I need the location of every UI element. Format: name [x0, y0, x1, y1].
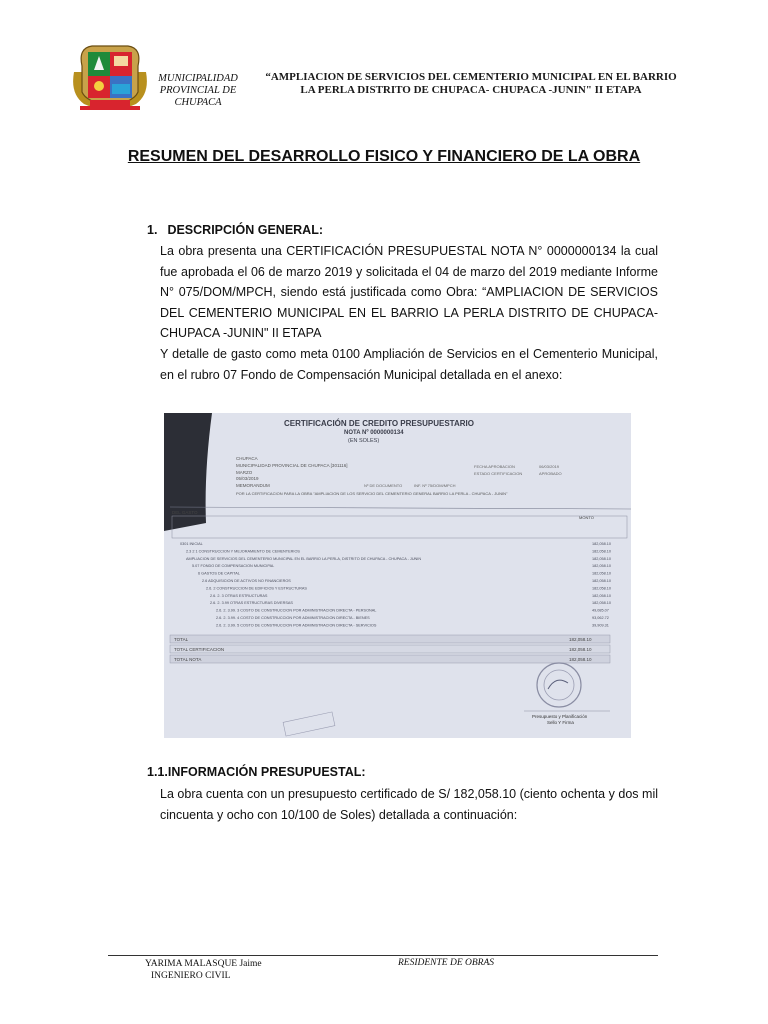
municipality-name: MUNICIPALIDAD PROVINCIAL DE CHUPACA: [158, 73, 238, 108]
scan-row-amount: 182,058.10: [592, 564, 612, 569]
scan-sign-line-2: Sello Y Firma: [547, 720, 574, 725]
section-1-1-heading: 1.1.INFORMACIÓN PRESUPUESTAL:: [147, 765, 366, 779]
scan-row-amount: 182,058.10: [592, 586, 612, 591]
scan-line-memo: MEMORANDUM: [236, 483, 270, 488]
scan-doc-label: Nº DE DOCUMENTO: [364, 483, 403, 488]
scanned-certificate-drawing: [164, 413, 631, 738]
scan-nota: NOTA Nº 0000000134: [344, 430, 404, 436]
scan-doc: INF. Nº 75/DOM/MPCH: [414, 483, 456, 488]
scanned-certificate-image: [164, 413, 631, 738]
scan-total-amount-1: 182,058.10: [569, 637, 592, 642]
section-1-paragraph-2: Y detalle de gasto como meta 0100 Ampliación de Servicios en el Cementerio Municipal, en el rubro 07 Fondo de Compensación Municipal detallada en el anexo:: [160, 347, 658, 382]
municipality-shield-logo: [70, 42, 150, 112]
scan-row-amount: 182,058.10: [592, 593, 612, 598]
project-title-header: [256, 71, 686, 97]
footer-role: RESIDENTE DE OBRAS: [398, 958, 495, 968]
scan-total-amount-3: 182,058.10: [569, 657, 592, 662]
scan-fecha-aprob: 06/03/2019: [539, 464, 560, 469]
scan-estado: APROBADO: [539, 471, 562, 476]
scan-line-muni: MUNICIPALIDAD PROVINCIAL DE CHUPACA [301116]: [236, 463, 348, 468]
scan-row-amount: 39,909.31: [592, 623, 609, 628]
scan-row-amount: 182,058.10: [592, 579, 612, 583]
scan-row-desc: 2.6 ADQUISICION DE ACTIVOS NO FINANCIEROS: [202, 579, 291, 583]
scan-total-label: TOTAL: [174, 637, 189, 642]
scan-line-fecha: 05/03/2019: [236, 476, 259, 481]
scan-row-amount: 182,058.10: [592, 542, 612, 546]
scan-line-just: POR LA CERTIFICACION PARA LA OBRA "AMPLIACION DE LOS SERVICIO DEL CEMENTERIO GENERAL BARRIO LA PERLA - CHUPACA - JUNIN": [236, 491, 508, 496]
scan-currency: (EN SOLES): [348, 438, 380, 444]
section-1-number: 1.: [147, 223, 158, 237]
scan-total-amount-2: 182,058.10: [569, 647, 592, 652]
scan-row-desc: 2.6. 2 CONSTRUCCION DE EDIFICIOS Y ESTRUCTURAS: [206, 586, 307, 591]
section-1-1-paragraph: La obra cuenta con un presupuesto certificado de S/ 182,058.10 (ciento ochenta y dos mil cincuenta y ocho con 10/100 de Soles) detallada a continuación:: [160, 787, 658, 822]
scan-title: CERTIFICACIÓN DE CREDITO PRESUPUESTARIO: [284, 419, 474, 428]
scan-estado-label: ESTADO CERTIFICACION: [474, 471, 523, 476]
scan-total-nota-label: TOTAL NOTA: [174, 657, 202, 662]
scan-row-desc: 2.6. 2. 3.99. 4 COSTO DE CONSTRUCCION POR ADMINISTRACION DIRECTA - BIENES: [216, 616, 370, 620]
scan-row-desc: 2.6. 2. 3.99. 5 COSTO DE CONSTRUCCION POR ADMINISTRACION DIRECTA - SERVICIOS: [216, 623, 377, 628]
project-title-line-2: LA PERLA DISTRITO DE CHUPACA- CHUPACA -JUNIN" II ETAPA: [300, 84, 642, 96]
section-1-heading-text: DESCRIPCIÓN GENERAL:: [167, 223, 324, 237]
scan-row-desc: 5.07 FONDO DE COMPENSACION MUNICIPAL: [192, 564, 275, 569]
scan-row-amount: 182,058.10: [592, 601, 612, 606]
page-header: [70, 40, 710, 110]
scan-total-cert-label: TOTAL CERTIFICACION: [174, 647, 225, 652]
scan-line-chupaca: CHUPACA: [236, 456, 258, 461]
section-1-paragraph-1: La obra presenta una CERTIFICACIÓN PRESUPUESTAL NOTA N° 0000000134 la cual fue aprobada el 06 de marzo 2019 y solicitada el 04 de marzo del 2019 mediante Informe N° 075/DOM/MPCH, siendo está justificada como Obra: “AMPLIACION DE SERVICIOS DEL CEMENTERIO MUNICIPAL EN EL BARRIO LA PERLA DISTRITO DE CHUPACA- CHUPACA -JUNIN" II ETAPA: [160, 244, 658, 340]
scan-row-amount: 182,058.10: [592, 556, 612, 561]
scan-monto-label: MONTO: [579, 515, 594, 520]
footer-name: YARIMA MALASQUE Jaime: [145, 959, 262, 969]
scan-row-desc: 2.6. 2. 3 OTRAS ESTRUCTURAS: [210, 593, 268, 598]
scan-row-amount: 49,085.07: [592, 608, 609, 613]
scan-row-desc: 2.6. 2. 3.99 OTRAS ESTRUCTURAS DIVERSAS: [210, 601, 293, 606]
scan-sign-line-1: Presupuesto y Planificación: [532, 714, 588, 719]
footer-profession: INGENIERO CIVIL: [151, 971, 231, 981]
scan-fecha-aprob-label: FECHA APROBACION: [474, 464, 515, 469]
scan-row-desc: 0301 INICIAL: [180, 542, 203, 546]
scan-row-amount: 182,058.10: [592, 549, 612, 554]
footer-divider: [108, 955, 658, 956]
scan-row-amount: 182,058.10: [592, 571, 612, 576]
footer-signatory: [145, 958, 262, 982]
scan-row-amount: 93,062.72: [592, 616, 609, 620]
project-title-line-1: “AMPLIACION DE SERVICIOS DEL CEMENTERIO MUNICIPAL EN EL BARRIO: [265, 71, 677, 83]
scan-row-desc: 6 GASTOS DE CAPITAL: [198, 571, 240, 576]
scan-gasto-label: DEL GASTO: [172, 510, 198, 515]
scan-row-desc: 2.3 2 1 CONSTRUCCION Y MEJORAMIENTO DE CEMENTERIOS: [186, 549, 300, 554]
document-title: RESUMEN DEL DESARROLLO FISICO Y FINANCIERO DE LA OBRA: [127, 148, 641, 165]
scan-row-desc: AMPLIACION DE SERVICIOS DEL CEMENTERIO MUNICIPAL EN EL BARRIO LA PERLA, DISTRITO DE CHUPACA - CHUPACA - JUNIN: [186, 556, 422, 561]
scan-row-desc: 2.6. 2. 3.99. 3 COSTO DE CONSTRUCCION POR ADMINISTRACION DIRECTA - PERSONAL: [216, 608, 377, 613]
section-1-heading: [147, 223, 323, 237]
scan-line-mes: MARZO: [236, 470, 253, 475]
